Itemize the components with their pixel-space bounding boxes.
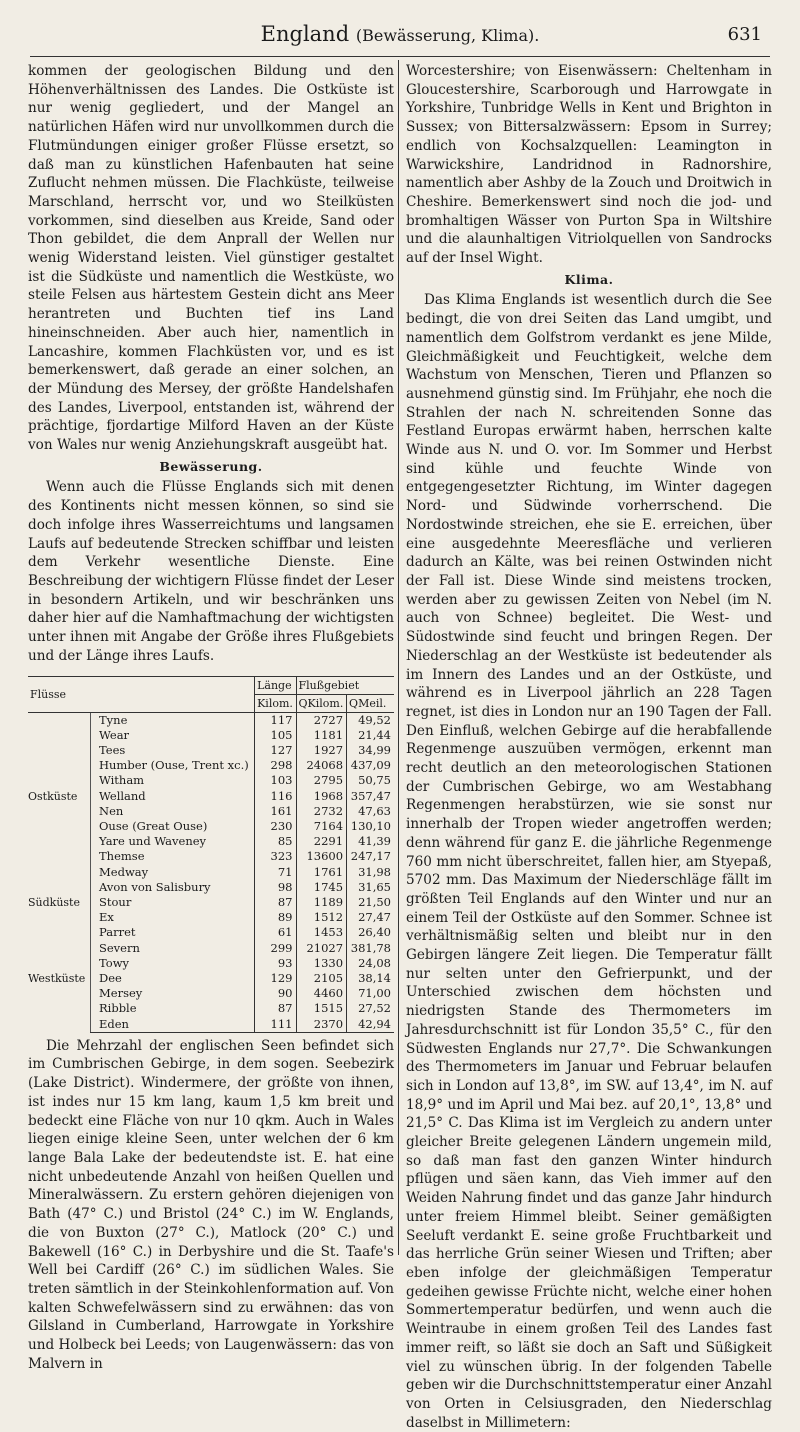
table-row [28,712,394,728]
river-length: 298 [255,758,296,773]
col-header-qmeil: QMeil. [347,694,394,712]
river-length: 117 [255,712,296,728]
coast-label: Ostküste [28,789,78,803]
river-length: 129 [255,971,296,986]
river-basin-qmeil: 71,00 [347,986,394,1001]
paragraph-lakes-springs: Die Mehrzahl der englischen Seen befindet sich im Cumbrischen Gebirge, in dem sogen. Seebezirk (Lake District). Windermere, der größte von ihnen, ist indes nur 15 km lang, kaum 1,5 km breit und bedeckt eine Fläche von nur 10 qkm. Auch in Wales liegen einige kleine Seen, unter welchen der 6 km lange Bala Lake der bedeutendste ist. E. hat eine nicht unbedeutende Anzahl von heißen Quellen und Mineralwässern. Zu erstern gehören diejenigen von Bath (47° C.) und Bristol (24° C.) im W. Englands, die von Buxton (27° C.), Matlock (20° C.) und Bakewell (16° C.) in Derbyshire und die St. Taafe's Well bei Cardiff (26° C.) im südlichen Wales. Sie treten sämtlich in der Steinkohlenformation auf. Von kalten Schwefelwässern sind zu erwähnen: das von Gilsland in Cumberland, Harrowgate in Yorkshire und Holbeck bei Leeds; von Laugenwässern: das von Malvern in [28,1037,394,1372]
river-basin-qkm: 1745 [296,880,347,895]
river-name: Mersey [91,986,255,1001]
river-length: 230 [255,819,296,834]
river-basin-qmeil: 21,44 [347,728,394,743]
river-basin-qkm: 2370 [296,1017,347,1033]
river-name: Parret [91,925,255,940]
river-name: Nen [91,804,255,819]
river-basin-qkm: 13600 [296,849,347,864]
river-basin-qkm: 1927 [296,743,347,758]
river-name: Witham [91,773,255,788]
river-name: Avon von Salisbury [91,880,255,895]
river-length: 161 [255,804,296,819]
river-basin-qkm: 7164 [296,819,347,834]
river-basin-qkm: 1330 [296,956,347,971]
river-basin-qkm: 2291 [296,834,347,849]
running-title [30,22,770,46]
heading-bewaesserung: Bewässerung. [159,458,263,474]
river-name: Themse [91,849,255,864]
river-basin-qmeil: 247,17 [347,849,394,864]
river-name: Humber (Ouse, Trent xc.) [91,758,255,773]
river-length: 87 [255,895,296,910]
river-name: Wear [91,728,255,743]
river-name: Yare und Waveney [91,834,255,849]
river-basin-qkm: 1515 [296,1001,347,1016]
river-basin-qkm: 1453 [296,925,347,940]
col-header-length: Länge [255,676,296,694]
river-name: Ribble [91,1001,255,1016]
river-length: 105 [255,728,296,743]
page-number: 631 [727,24,762,45]
column-divider [398,60,399,1255]
river-basin-qkm: 2732 [296,804,347,819]
header-title: England [260,22,350,46]
river-basin-qmeil: 31,65 [347,880,394,895]
river-basin-qmeil: 49,52 [347,712,394,728]
paragraph-rivers-intro: Wenn auch die Flüsse Englands sich mit denen des Kontinents nicht messen können, so sind sie doch infolge ihres Wasserreichtums und langsamen Laufs auf bedeutende Strecken schiffbar und leisten dem Verkehr wesentliche Dienste. Eine Beschreibung der wichtigern Flüsse findet der Leser in besondern Artikeln, und wir beschränken uns daher hier auf die Namhaftmachung der wichtigsten unter ihnen mit Angabe der Größe ihres Flußgebiets und der Länge ihres Laufs. [28,479,394,664]
river-length: 85 [255,834,296,849]
river-name: Stour [91,895,255,910]
river-name: Tees [91,743,255,758]
river-name: Medway [91,865,255,880]
river-basin-qmeil: 24,08 [347,956,394,971]
river-name: Ouse (Great Ouse) [91,819,255,834]
river-length: 116 [255,789,296,804]
river-basin-qkm: 1512 [296,910,347,925]
table-row [28,880,394,895]
paragraph-coast: kommen der geologischen Bildung und den Höhenverhältnissen des Landes. Die Ostküste ist nur wenig gegliedert, und der Mangel an natürlichen Häfen wird nur unvollkommen durch die Flutmündungen einiger großer Flüsse ersetzt, so daß man zu künstlichen Hafenbauten hat seine Zuflucht nehmen müssen. Die Flachküste, teilweise Marschland, herrscht vor, und wo Steilküsten vorkommen, sind dieselben aus Kreide, Sand oder Thon gebildet, die dem Anprall der Wellen nur wenig Widerstand leisten. Viel günstiger gestaltet ist die Südküste und namentlich die Westküste, wo steile Felsen aus härtestem Gestein dicht ans Meer herantreten und Buchten tief ins Land hineinschneiden. Aber auch hier, namentlich in Lancashire, kommen Flachküsten vor, und es ist bemerkenswert, daß gerade an einer solchen, an der Mündung des Mersey, der größte Handelshafen des Landes, Liverpool, entstanden ist, während der prächtige, fjordartige Milford Haven an der Küste von Wales nur wenig Anziehungskraft ausgeübt hat. [28,63,394,454]
paragraph-climate: Das Klima Englands ist wesentlich durch die See bedingt, die von drei Seiten das Land umgibt, und namentlich dem Golfstrom verdankt es jene Milde, Gleichmäßigkeit und Feuchtigkeit, welche dem Wachstum von Menschen, Tieren und Pflanzen so ausnehmend günstig sind. Im Frühjahr, ehe noch die Strahlen der nach N. schreitenden Sonne das Festland Europas erwärmt haben, herrschen kalte Winde aus N. und O. vor. Im Sommer und Herbst sind kühle und feuchte Winde von entgegengesetzter Richtung, im Winter dagegen Nord- und Südwinde vorherrschend. Die Nordostwinde streichen, ehe sie E. erreichen, über eine ausgedehnte Meeresfläche und verlieren dadurch an Kälte, was bei reinen Ostwinden nicht der Fall ist. Diese Winde sind meistens trocken, werden aber zu gewissen Zeiten von Nebel (im N. auch von Schnee) begleitet. Die West- und Südostwinde sind feucht und bringen Regen. Der Niederschlag an der Westküste ist bedeutender als im Innern des Landes und an der Ostküste, und während es in Liverpool jährlich an 228 Tagen regnet, ist dies in London nur an 190 Tagen der Fall. Den Einfluß, welchen Gebirge auf die herabfallende Regenmenge auszuüben vermögen, erkennt man recht deutlich an den meteorologischen Stationen der Cumbrischen Gebirge, wo am Westabhang Regenmengen herabstürzen, wie sie sonst nur innerhalb der Tropen wieder angetroffen werden; denn während für ganz E. die jährliche Regenmenge 760 mm nicht überschreitet, fallen hier, am Styepaß, 5702 mm. Das Maximum der Niederschläge fällt im größten Teil Englands auf den Winter und nur an einem Teil der Ostküste auf den Sommer. Schnee ist verhältnismäßig selten und bleibt nur in den Gebirgen längere Zeit liegen. Die Temperatur fällt nur selten unter den Gefrierpunkt, und der Unterschied zwischen dem höchsten und niedrigsten Stande des Thermometers im Jahresdurchschnitt ist für London 35,5° C., für den Südwesten Englands nur 27,7°. Die Schwankungen des Thermometers im Januar und Februar belaufen sich in London auf 13,8°, im SW. auf 13,4°, im N. auf 18,9° und im April und Mai bez. auf 20,1°, 13,8° und 21,5° C. Das Klima ist im Vergleich zu andern unter gleicher Breite gelegenen Ländern ungemein mild, so daß man fast den ganzen Winter hindurch pflügen und säen kann, das Vieh immer auf den Weiden Nahrung findet und das ganze Jahr hindurch unter freiem Himmel bleibt. Seiner gemäßigten Seeluft verdankt E. seine große Fruchtbarkeit und das herrliche Grün seiner Wiesen und Triften; aber eben infolge der gleichmäßigen Temperatur gedeihen gewisse Früchte nicht, welche einer hohen Sommertemperatur bedürfen, und wenn auch die Weintraube in einem großen Teil des Landes fast immer reift, so läßt sie doch an Saft und Süßigkeit viel zu wünschen übrig. In der folgenden Tabelle geben wir die Durchschnittstemperatur einer Anzahl von Orten in Celsiusgraden, den Niederschlag daselbst in Millimetern: [406,292,772,1431]
river-length: 98 [255,880,296,895]
river-basin-qkm: 1189 [296,895,347,910]
river-name: Ex [91,910,255,925]
river-length: 89 [255,910,296,925]
river-length: 61 [255,925,296,940]
river-name: Eden [91,1017,255,1033]
col-header-basin: Flußgebiet [296,676,394,694]
river-basin-qmeil: 41,39 [347,834,394,849]
river-name: Severn [91,941,255,956]
right-column [406,62,772,1432]
river-basin-qmeil: 27,52 [347,1001,394,1016]
river-basin-qkm: 1181 [296,728,347,743]
river-basin-qkm: 1761 [296,865,347,880]
river-length: 111 [255,1017,296,1033]
rivers-table-body [28,712,394,1032]
header-subtitle: (Bewässerung, Klima). [355,26,540,45]
river-length: 323 [255,849,296,864]
river-basin-qmeil: 34,99 [347,743,394,758]
col-header-qkm: QKilom. [296,694,347,712]
river-length: 103 [255,773,296,788]
left-column [28,62,394,1373]
river-length: 90 [255,986,296,1001]
river-basin-qkm: 2795 [296,773,347,788]
table-row [28,925,394,940]
river-basin-qkm: 21027 [296,941,347,956]
river-basin-qmeil: 381,78 [347,941,394,956]
river-basin-qmeil: 357,47 [347,789,394,804]
river-name: Tyne [91,712,255,728]
river-basin-qkm: 24068 [296,758,347,773]
river-length: 93 [255,956,296,971]
river-basin-qmeil: 130,10 [347,819,394,834]
rivers-table [28,676,394,1033]
river-basin-qkm: 2105 [296,971,347,986]
river-length: 87 [255,1001,296,1016]
river-basin-qkm: 2727 [296,712,347,728]
page-header [30,22,770,52]
river-basin-qkm: 4460 [296,986,347,1001]
heading-klima: Klima. [564,271,614,287]
coast-label: Südküste [28,895,80,909]
river-basin-qmeil: 21,50 [347,895,394,910]
header-rule [30,56,770,57]
river-name: Towy [91,956,255,971]
river-basin-qmeil: 26,40 [347,925,394,940]
river-length: 71 [255,865,296,880]
river-basin-qmeil: 42,94 [347,1017,394,1033]
river-basin-qmeil: 38,14 [347,971,394,986]
col-header-rivers: Flüsse [28,676,255,712]
col-header-length-unit: Kilom. [255,694,296,712]
river-basin-qmeil: 47,63 [347,804,394,819]
river-length: 299 [255,941,296,956]
river-basin-qmeil: 31,98 [347,865,394,880]
river-basin-qkm: 1968 [296,789,347,804]
river-name: Dee [91,971,255,986]
river-basin-qmeil: 437,09 [347,758,394,773]
paragraph-mineral-waters: Worcestershire; von Eisenwässern: Cheltenham in Gloucestershire, Scarborough und Harrowgate in Yorkshire, Tunbridge Wells in Kent und Brighton in Sussex; von Bittersalzwässern: Epsom in Surrey; endlich von Kochsalzquellen: Leamington in Warwickshire, Landridnod in Radnorshire, namentlich aber Ashby de la Zouch und Droitwich in Cheshire. Bemerkenswert sind noch die jod- und bromhaltigen Wässer von Purton Spa in Wiltshire und die alaunhaltigen Vitriolquellen von Sandrocks auf der Insel Wight. [406,63,772,267]
river-basin-qmeil: 27,47 [347,910,394,925]
river-basin-qmeil: 50,75 [347,773,394,788]
river-length: 127 [255,743,296,758]
coast-label: Westküste [28,972,86,986]
river-name: Welland [91,789,255,804]
